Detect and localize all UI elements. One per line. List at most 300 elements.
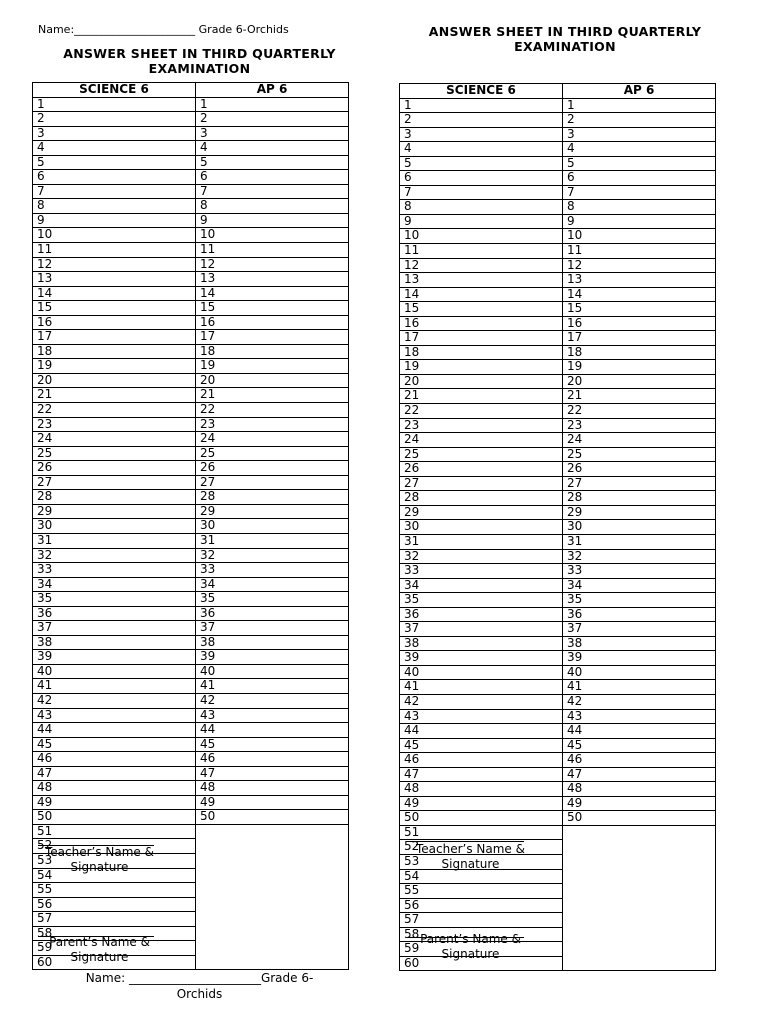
answer-row (33, 388, 349, 403)
ap-item-number: 5 (563, 156, 716, 171)
answer-row (400, 767, 716, 782)
answer-row (33, 577, 349, 592)
science-item-number: 10 (400, 229, 563, 244)
sheet-title-left (32, 46, 367, 76)
answer-row (400, 185, 716, 200)
ap-item-number: 24 (563, 433, 716, 448)
answer-row (400, 753, 716, 768)
science-item-number: 41 (400, 680, 563, 695)
science-item-number: 29 (33, 504, 196, 519)
answer-row (400, 156, 716, 171)
ap-item-number: 47 (196, 766, 349, 781)
answer-row (33, 97, 349, 112)
science-item-number: 40 (400, 665, 563, 680)
science-item-number: 11 (400, 244, 563, 259)
science-item-number: 58 (400, 927, 563, 942)
science-item-number: 38 (400, 636, 563, 651)
science-item-number: 49 (400, 796, 563, 811)
answer-row (33, 752, 349, 767)
answer-row (400, 127, 716, 142)
science-item-number: 11 (33, 243, 196, 258)
ap-item-number: 20 (563, 374, 716, 389)
science-item-number: 40 (33, 664, 196, 679)
ap-item-number: 10 (196, 228, 349, 243)
answer-row (400, 433, 716, 448)
answer-row (33, 519, 349, 534)
ap-item-number: 46 (563, 753, 716, 768)
science-item-number: 52 (33, 839, 196, 854)
ap-item-number: 45 (196, 737, 349, 752)
answer-row (33, 737, 349, 752)
ap-item-number: 23 (563, 418, 716, 433)
ap-item-number: 40 (196, 664, 349, 679)
science-item-number: 60 (33, 955, 196, 970)
answer-row (33, 548, 349, 563)
answer-row (400, 374, 716, 389)
ap-item-number: 32 (563, 549, 716, 564)
answer-row (33, 330, 349, 345)
science-item-number: 23 (33, 417, 196, 432)
answer-row (33, 301, 349, 316)
science-item-number: 24 (400, 433, 563, 448)
science-item-number: 58 (33, 926, 196, 941)
answer-row (33, 766, 349, 781)
ap-item-number: 14 (196, 286, 349, 301)
science-item-number: 41 (33, 679, 196, 694)
answer-row (400, 418, 716, 433)
ap-item-number: 49 (563, 796, 716, 811)
science-item-number: 5 (33, 155, 196, 170)
column-header-ap: AP 6 (196, 83, 349, 98)
ap-item-number: 31 (563, 534, 716, 549)
science-item-number: 31 (400, 534, 563, 549)
science-item-number: 15 (400, 302, 563, 317)
ap-item-number: 16 (563, 316, 716, 331)
ap-item-number: 8 (563, 200, 716, 215)
answer-row (400, 258, 716, 273)
science-item-number: 14 (33, 286, 196, 301)
answer-row (33, 141, 349, 156)
footer-line-2: Orchids (176, 987, 223, 1001)
ap-item-number: 21 (196, 388, 349, 403)
ap-item-number: 2 (563, 113, 716, 128)
ap-item-number: 5 (196, 155, 349, 170)
answer-row (400, 404, 716, 419)
science-item-number: 46 (33, 752, 196, 767)
answer-row (400, 665, 716, 680)
ap-item-number: 4 (196, 141, 349, 156)
ap-item-number: 1 (196, 97, 349, 112)
ap-item-number: 15 (196, 301, 349, 316)
ap-item-number: 2 (196, 112, 349, 127)
answer-row (400, 622, 716, 637)
blank-area (196, 824, 349, 969)
answer-row (33, 650, 349, 665)
ap-item-number: 23 (196, 417, 349, 432)
science-item-number: 3 (33, 126, 196, 141)
science-item-number: 45 (400, 738, 563, 753)
ap-item-number: 33 (563, 564, 716, 579)
ap-item-number: 42 (563, 694, 716, 709)
science-item-number: 46 (400, 753, 563, 768)
science-item-number: 50 (33, 810, 196, 825)
answer-row (33, 257, 349, 272)
column-header-science: SCIENCE 6 (400, 84, 563, 99)
science-item-number: 44 (400, 724, 563, 739)
science-item-number: 25 (33, 446, 196, 461)
science-item-number: 19 (33, 359, 196, 374)
answer-row (400, 520, 716, 535)
science-item-number: 59 (400, 942, 563, 957)
answer-row (400, 724, 716, 739)
answer-row (33, 432, 349, 447)
science-item-number: 50 (400, 811, 563, 826)
science-item-number: 5 (400, 156, 563, 171)
ap-item-number: 35 (563, 593, 716, 608)
science-item-number: 1 (33, 97, 196, 112)
science-item-number: 48 (400, 782, 563, 797)
ap-item-number: 22 (196, 403, 349, 418)
footer-name-grade (32, 970, 367, 1002)
science-item-number: 53 (400, 854, 563, 869)
science-item-number: 56 (400, 898, 563, 913)
science-item-number: 6 (33, 170, 196, 185)
science-item-number: 26 (400, 462, 563, 477)
science-item-number: 27 (33, 475, 196, 490)
answer-row (400, 113, 716, 128)
ap-item-number: 43 (196, 708, 349, 723)
science-item-number: 28 (400, 491, 563, 506)
answer-row (400, 244, 716, 259)
answer-row (33, 504, 349, 519)
answer-row (400, 389, 716, 404)
ap-item-number: 1 (563, 98, 716, 113)
science-item-number: 42 (400, 694, 563, 709)
answer-row (400, 593, 716, 608)
ap-item-number: 45 (563, 738, 716, 753)
answer-row (33, 199, 349, 214)
ap-item-number: 7 (196, 184, 349, 199)
science-item-number: 7 (33, 184, 196, 199)
answer-row (400, 782, 716, 797)
science-item-number: 31 (33, 533, 196, 548)
science-item-number: 28 (33, 490, 196, 505)
parent-signature-label: Parent’s Name & Signature (49, 935, 150, 964)
ap-item-number: 24 (196, 432, 349, 447)
answer-row (33, 475, 349, 490)
science-item-number: 12 (33, 257, 196, 272)
answer-row (400, 694, 716, 709)
answer-table-right (399, 83, 716, 971)
answer-row (400, 98, 716, 113)
ap-item-number: 12 (563, 258, 716, 273)
answer-row (33, 417, 349, 432)
science-item-number: 2 (400, 113, 563, 128)
science-item-number: 19 (400, 360, 563, 375)
science-item-number: 17 (33, 330, 196, 345)
answer-row (33, 272, 349, 287)
answer-row (33, 635, 349, 650)
science-item-number: 4 (400, 142, 563, 157)
answer-row (400, 491, 716, 506)
science-item-number: 38 (33, 635, 196, 650)
answer-row (33, 243, 349, 258)
footer-line-1: Name: ______________________Grade 6- (85, 971, 314, 985)
ap-item-number: 44 (196, 723, 349, 738)
ap-item-number: 12 (196, 257, 349, 272)
ap-item-number: 37 (196, 621, 349, 636)
teacher-signature-label: Teacher’s Name & Signature (44, 845, 154, 874)
answer-row (400, 229, 716, 244)
answer-row (400, 360, 716, 375)
name-grade-line: Name:______________________ Grade 6-Orchids (38, 23, 289, 36)
science-item-number: 10 (33, 228, 196, 243)
science-item-number: 25 (400, 447, 563, 462)
ap-item-number: 26 (563, 462, 716, 477)
answer-table-left (32, 82, 349, 970)
science-item-number: 8 (33, 199, 196, 214)
answer-row (400, 302, 716, 317)
answer-row (33, 403, 349, 418)
answer-row (33, 126, 349, 141)
ap-item-number: 22 (563, 404, 716, 419)
science-item-number: 39 (33, 650, 196, 665)
science-item-number: 20 (33, 373, 196, 388)
ap-item-number: 19 (196, 359, 349, 374)
science-item-number: 49 (33, 795, 196, 810)
answer-row (33, 344, 349, 359)
science-item-number: 54 (400, 869, 563, 884)
ap-item-number: 42 (196, 693, 349, 708)
title-line-2: EXAMINATION (514, 39, 616, 54)
answer-row (400, 447, 716, 462)
science-item-number: 18 (33, 344, 196, 359)
answer-row (33, 795, 349, 810)
science-item-number: 3 (400, 127, 563, 142)
ap-item-number: 20 (196, 373, 349, 388)
science-item-number: 20 (400, 374, 563, 389)
ap-item-number: 30 (563, 520, 716, 535)
ap-item-number: 31 (196, 533, 349, 548)
science-item-number: 52 (400, 840, 563, 855)
ap-item-number: 35 (196, 592, 349, 607)
answer-row (400, 534, 716, 549)
answer-row (33, 708, 349, 723)
science-item-number: 21 (33, 388, 196, 403)
ap-item-number: 25 (196, 446, 349, 461)
science-item-number: 45 (33, 737, 196, 752)
answer-row (33, 606, 349, 621)
ap-item-number: 36 (563, 607, 716, 622)
answer-row (33, 664, 349, 679)
science-item-number: 37 (33, 621, 196, 636)
science-item-number: 30 (33, 519, 196, 534)
science-item-number: 60 (400, 956, 563, 971)
answer-row (400, 287, 716, 302)
ap-item-number: 29 (563, 505, 716, 520)
science-item-number: 18 (400, 345, 563, 360)
science-item-number: 22 (33, 403, 196, 418)
ap-item-number: 18 (196, 344, 349, 359)
ap-item-number: 9 (563, 214, 716, 229)
ap-item-number: 29 (196, 504, 349, 519)
ap-item-number: 3 (563, 127, 716, 142)
ap-item-number: 17 (563, 331, 716, 346)
answer-row (33, 286, 349, 301)
ap-item-number: 36 (196, 606, 349, 621)
ap-item-number: 48 (196, 781, 349, 796)
answer-row (33, 170, 349, 185)
science-item-number: 36 (33, 606, 196, 621)
answer-row (33, 781, 349, 796)
science-item-number: 33 (33, 563, 196, 578)
sheet-title-right (398, 24, 732, 54)
science-item-number: 34 (400, 578, 563, 593)
teacher-signature-label: Teacher’s Name & Signature (415, 842, 525, 871)
answer-row (400, 811, 716, 826)
science-item-number: 16 (33, 315, 196, 330)
answer-row (400, 200, 716, 215)
answer-row (400, 796, 716, 811)
answer-row (33, 184, 349, 199)
parent-signature-label: Parent’s Name & Signature (420, 932, 521, 961)
answer-row (33, 359, 349, 374)
science-item-number: 54 (33, 868, 196, 883)
ap-item-number: 10 (563, 229, 716, 244)
science-item-number: 51 (400, 825, 563, 840)
ap-item-number: 27 (196, 475, 349, 490)
answer-row (33, 373, 349, 388)
ap-item-number: 19 (563, 360, 716, 375)
answer-row (33, 490, 349, 505)
science-item-number: 12 (400, 258, 563, 273)
science-item-number: 36 (400, 607, 563, 622)
science-item-number: 39 (400, 651, 563, 666)
answer-row (400, 549, 716, 564)
ap-item-number: 6 (563, 171, 716, 186)
science-item-number: 47 (400, 767, 563, 782)
science-item-number: 9 (33, 213, 196, 228)
answer-row (33, 533, 349, 548)
answer-row (400, 564, 716, 579)
answer-row (400, 462, 716, 477)
science-item-number: 35 (400, 593, 563, 608)
answer-row (400, 142, 716, 157)
ap-item-number: 33 (196, 563, 349, 578)
ap-item-number: 39 (196, 650, 349, 665)
answer-row (400, 345, 716, 360)
ap-item-number: 41 (563, 680, 716, 695)
blank-area (563, 825, 716, 970)
science-item-number: 33 (400, 564, 563, 579)
science-item-number: 29 (400, 505, 563, 520)
science-item-number: 8 (400, 200, 563, 215)
ap-item-number: 30 (196, 519, 349, 534)
science-item-number: 47 (33, 766, 196, 781)
ap-item-number: 43 (563, 709, 716, 724)
answer-row (33, 446, 349, 461)
science-item-number: 4 (33, 141, 196, 156)
answer-row (400, 825, 716, 840)
science-item-number: 43 (400, 709, 563, 724)
science-item-number: 24 (33, 432, 196, 447)
science-item-number: 26 (33, 461, 196, 476)
science-item-number: 34 (33, 577, 196, 592)
science-item-number: 13 (33, 272, 196, 287)
ap-item-number: 40 (563, 665, 716, 680)
ap-item-number: 26 (196, 461, 349, 476)
science-item-number: 35 (33, 592, 196, 607)
science-item-number: 56 (33, 897, 196, 912)
answer-row (33, 693, 349, 708)
answer-row (400, 607, 716, 622)
science-item-number: 57 (400, 913, 563, 928)
ap-item-number: 38 (196, 635, 349, 650)
science-item-number: 13 (400, 273, 563, 288)
answer-row (400, 214, 716, 229)
answer-row (33, 155, 349, 170)
answer-row (400, 651, 716, 666)
ap-item-number: 17 (196, 330, 349, 345)
ap-item-number: 15 (563, 302, 716, 317)
ap-item-number: 39 (563, 651, 716, 666)
answer-row (33, 461, 349, 476)
title-line-1: ANSWER SHEET IN THIRD QUARTERLY (428, 24, 702, 39)
science-item-number: 6 (400, 171, 563, 186)
science-item-number: 30 (400, 520, 563, 535)
answer-row (400, 578, 716, 593)
ap-item-number: 41 (196, 679, 349, 694)
ap-item-number: 28 (196, 490, 349, 505)
ap-item-number: 3 (196, 126, 349, 141)
science-item-number: 1 (400, 98, 563, 113)
science-item-number: 51 (33, 824, 196, 839)
title-line-2: EXAMINATION (148, 61, 251, 76)
ap-item-number: 28 (563, 491, 716, 506)
science-item-number: 55 (33, 883, 196, 898)
ap-item-number: 37 (563, 622, 716, 637)
science-item-number: 57 (33, 912, 196, 927)
ap-item-number: 9 (196, 213, 349, 228)
ap-item-number: 38 (563, 636, 716, 651)
answer-row (33, 621, 349, 636)
ap-item-number: 50 (563, 811, 716, 826)
science-item-number: 32 (33, 548, 196, 563)
answer-row (33, 810, 349, 825)
answer-row (400, 316, 716, 331)
answer-row (400, 171, 716, 186)
science-item-number: 17 (400, 331, 563, 346)
answer-row (33, 563, 349, 578)
science-item-number: 42 (33, 693, 196, 708)
science-item-number: 53 (33, 853, 196, 868)
answer-row (400, 505, 716, 520)
column-header-science: SCIENCE 6 (33, 83, 196, 98)
title-line-1: ANSWER SHEET IN THIRD QUARTERLY (63, 46, 336, 61)
answer-row (33, 112, 349, 127)
ap-item-number: 13 (196, 272, 349, 287)
ap-item-number: 16 (196, 315, 349, 330)
ap-item-number: 47 (563, 767, 716, 782)
science-item-number: 22 (400, 404, 563, 419)
ap-item-number: 11 (563, 244, 716, 259)
science-item-number: 15 (33, 301, 196, 316)
science-item-number: 43 (33, 708, 196, 723)
science-item-number: 23 (400, 418, 563, 433)
answer-row (400, 680, 716, 695)
ap-item-number: 4 (563, 142, 716, 157)
answer-row (400, 476, 716, 491)
